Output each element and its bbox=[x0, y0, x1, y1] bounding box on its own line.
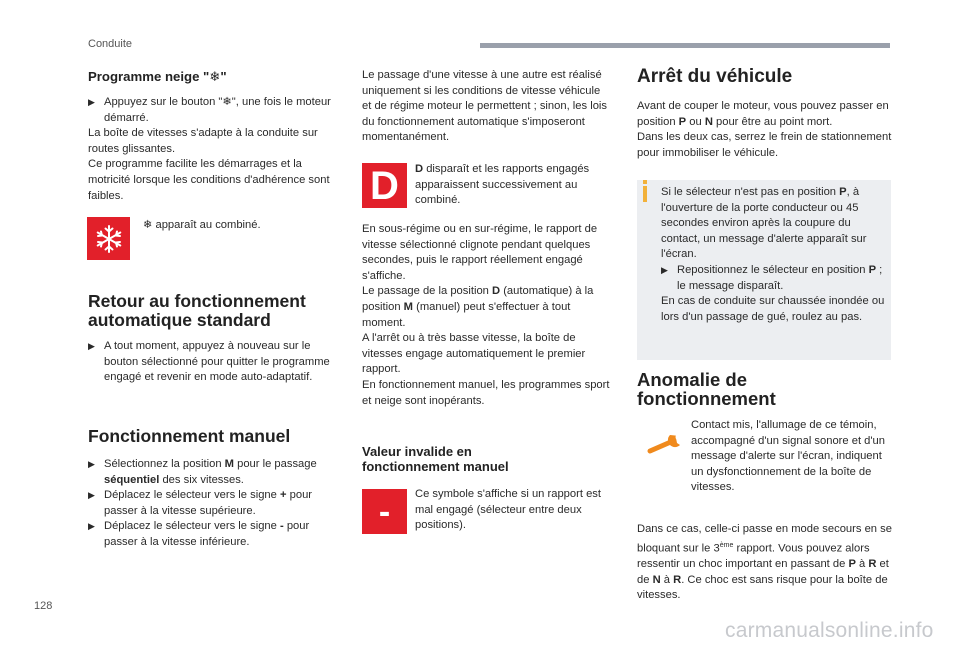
d-letter-icon: D bbox=[370, 163, 399, 208]
auto-mode-title bbox=[88, 292, 306, 330]
info-paragraph-2: En cas de conduite sur chaussée inondée ou lors d'un passage de gué, roulez au pas. bbox=[661, 295, 885, 323]
col2-body bbox=[362, 222, 612, 409]
manual-bullet-2: ▶ Déplacez le sélecteur vers le signe + pour passer à la vitesse supérieure. bbox=[88, 489, 313, 517]
info-box bbox=[637, 180, 891, 360]
info-paragraph-1: Si le sélecteur n'est pas en position P, à l'ouverture de la porte conducteur ou 45 secondes environ après la coupure du contact, un message d'alerte apparaît sur l'écran. bbox=[661, 186, 867, 261]
arrow-bullet-icon: ▶ bbox=[88, 341, 95, 351]
manual-mode-body bbox=[88, 457, 341, 551]
arrow-bullet-icon: ▶ bbox=[661, 264, 668, 275]
snow-bullet-text: Appuyez sur le bouton "❄", une fois le moteur démarré. bbox=[104, 96, 331, 124]
d-indicator bbox=[362, 163, 407, 208]
vehicle-stop-title: Arrêt du véhicule bbox=[637, 66, 793, 87]
auto-mode-body bbox=[88, 339, 330, 386]
snow-section-body bbox=[88, 95, 338, 204]
arrow-bullet-icon: ▶ bbox=[88, 521, 95, 532]
watermark: carmanualsonline.info bbox=[725, 619, 934, 642]
vehicle-stop-body bbox=[637, 99, 892, 161]
wrench-indicator bbox=[646, 425, 686, 459]
programs-paragraph: En fonctionnement manuel, les programmes sport et neige sont inopérants. bbox=[362, 378, 610, 407]
wrench-icon bbox=[646, 425, 686, 459]
snow-program-title: Programme neige "❄" bbox=[88, 69, 227, 84]
snowflake-indicator bbox=[87, 217, 130, 260]
malfunction-icon-caption: Contact mis, l'allumage de ce témoin, accompagné d'un signal sonore et d'un message d'alerte sur l'écran, indiquent un dysfonctionnement de la boîte de vitesses. bbox=[691, 419, 885, 494]
arrow-bullet-icon: ▶ bbox=[88, 490, 95, 501]
invalid-value-caption: Ce symbole s'affiche si un rapport est mal engagé (sélecteur entre deux positions). bbox=[415, 488, 601, 532]
arrow-bullet-icon: ▶ bbox=[88, 459, 95, 469]
manual-mode-title: Fonctionnement manuel bbox=[88, 426, 291, 446]
stop-paragraph: A l'arrêt ou à très basse vitesse, la boîte de vitesses engage automatiquement le premier rapport. bbox=[362, 332, 586, 376]
manual-bullet-1: ▶ Sélectionnez la position M pour le passage séquentiel des six vitesses. bbox=[88, 458, 317, 486]
snow-icon-caption: ❄ apparaît au combiné. bbox=[143, 219, 261, 231]
invalid-value-title: Valeur invalide en fonctionnement manuel bbox=[362, 444, 509, 474]
info-icon bbox=[643, 186, 647, 202]
manual-bullet-3: ▶ Déplacez le sélecteur vers le signe - pour passer à la vitesse inférieure. bbox=[88, 520, 310, 548]
stop-paragraph-2: Dans les deux cas, serrez le frein de stationnement pour immobiliser le véhicule. bbox=[637, 131, 892, 159]
stop-paragraph-1: Avant de couper le moteur, vous pouvez passer en position P ou N pour être au point mort. bbox=[637, 100, 889, 128]
d-caption: D disparaît et les rapports engagés apparaissent successivement au combiné. bbox=[415, 163, 590, 207]
auto-mode-title-line1: Retour au fonctionnement bbox=[88, 291, 306, 311]
minus-indicator bbox=[362, 489, 407, 534]
malfunction-paragraph: Dans ce cas, celle-ci passe en mode secours en se bloquant sur le 3ème rapport. Vous pouvez alors ressentir un choc important en passant de P à R et de N à R. Ce choc est sans risque pour la boîte de vitesses. bbox=[637, 523, 892, 602]
info-bullet: ▶ Repositionnez le sélecteur en position P ; le message disparaît. bbox=[661, 263, 883, 292]
header-bar bbox=[480, 43, 890, 48]
snow-paragraph-2: Ce programme facilite les démarrages et la motricité lorsque les conditions d'adhérence sont faibles. bbox=[88, 158, 330, 202]
auto-mode-title-line2: automatique standard bbox=[88, 310, 271, 330]
arrow-bullet-icon: ▶ bbox=[88, 97, 95, 107]
snow-paragraph-1: La boîte de vitesses s'adapte à la conduite sur routes glissantes. bbox=[88, 127, 318, 155]
minus-icon: - bbox=[378, 492, 391, 531]
info-box-content bbox=[661, 185, 887, 325]
underspeed-paragraph: En sous-régime ou en sur-régime, le rapport de vitesse sélectionné clignote pendant quelques secondes, puis le rapport réellement engagé s'affiche. bbox=[362, 223, 598, 282]
malfunction-title: Anomalie de fonctionnement bbox=[637, 369, 776, 409]
page-number: 128 bbox=[34, 600, 53, 612]
snowflake-icon bbox=[93, 223, 125, 255]
auto-bullet bbox=[88, 339, 330, 386]
auto-bullet-text: A tout moment, appuyez à nouveau sur le bouton sélectionné pour quitter le programme engagé et revenir en mode auto-adaptatif. bbox=[104, 340, 330, 384]
snow-bullet bbox=[88, 95, 338, 126]
gear-change-paragraph: Le passage d'une vitesse à une autre est réalisé uniquement si les conditions de vitesse véhicule et de régime moteur le permettent ; sinon, les lois du fonctionnement automatique s'imposeront momentanément. bbox=[362, 69, 607, 144]
d-to-m-paragraph: Le passage de la position D (automatique) à la position M (manuel) peut s'effectuer à tout moment. bbox=[362, 285, 594, 329]
section-label: Conduite bbox=[88, 38, 133, 50]
